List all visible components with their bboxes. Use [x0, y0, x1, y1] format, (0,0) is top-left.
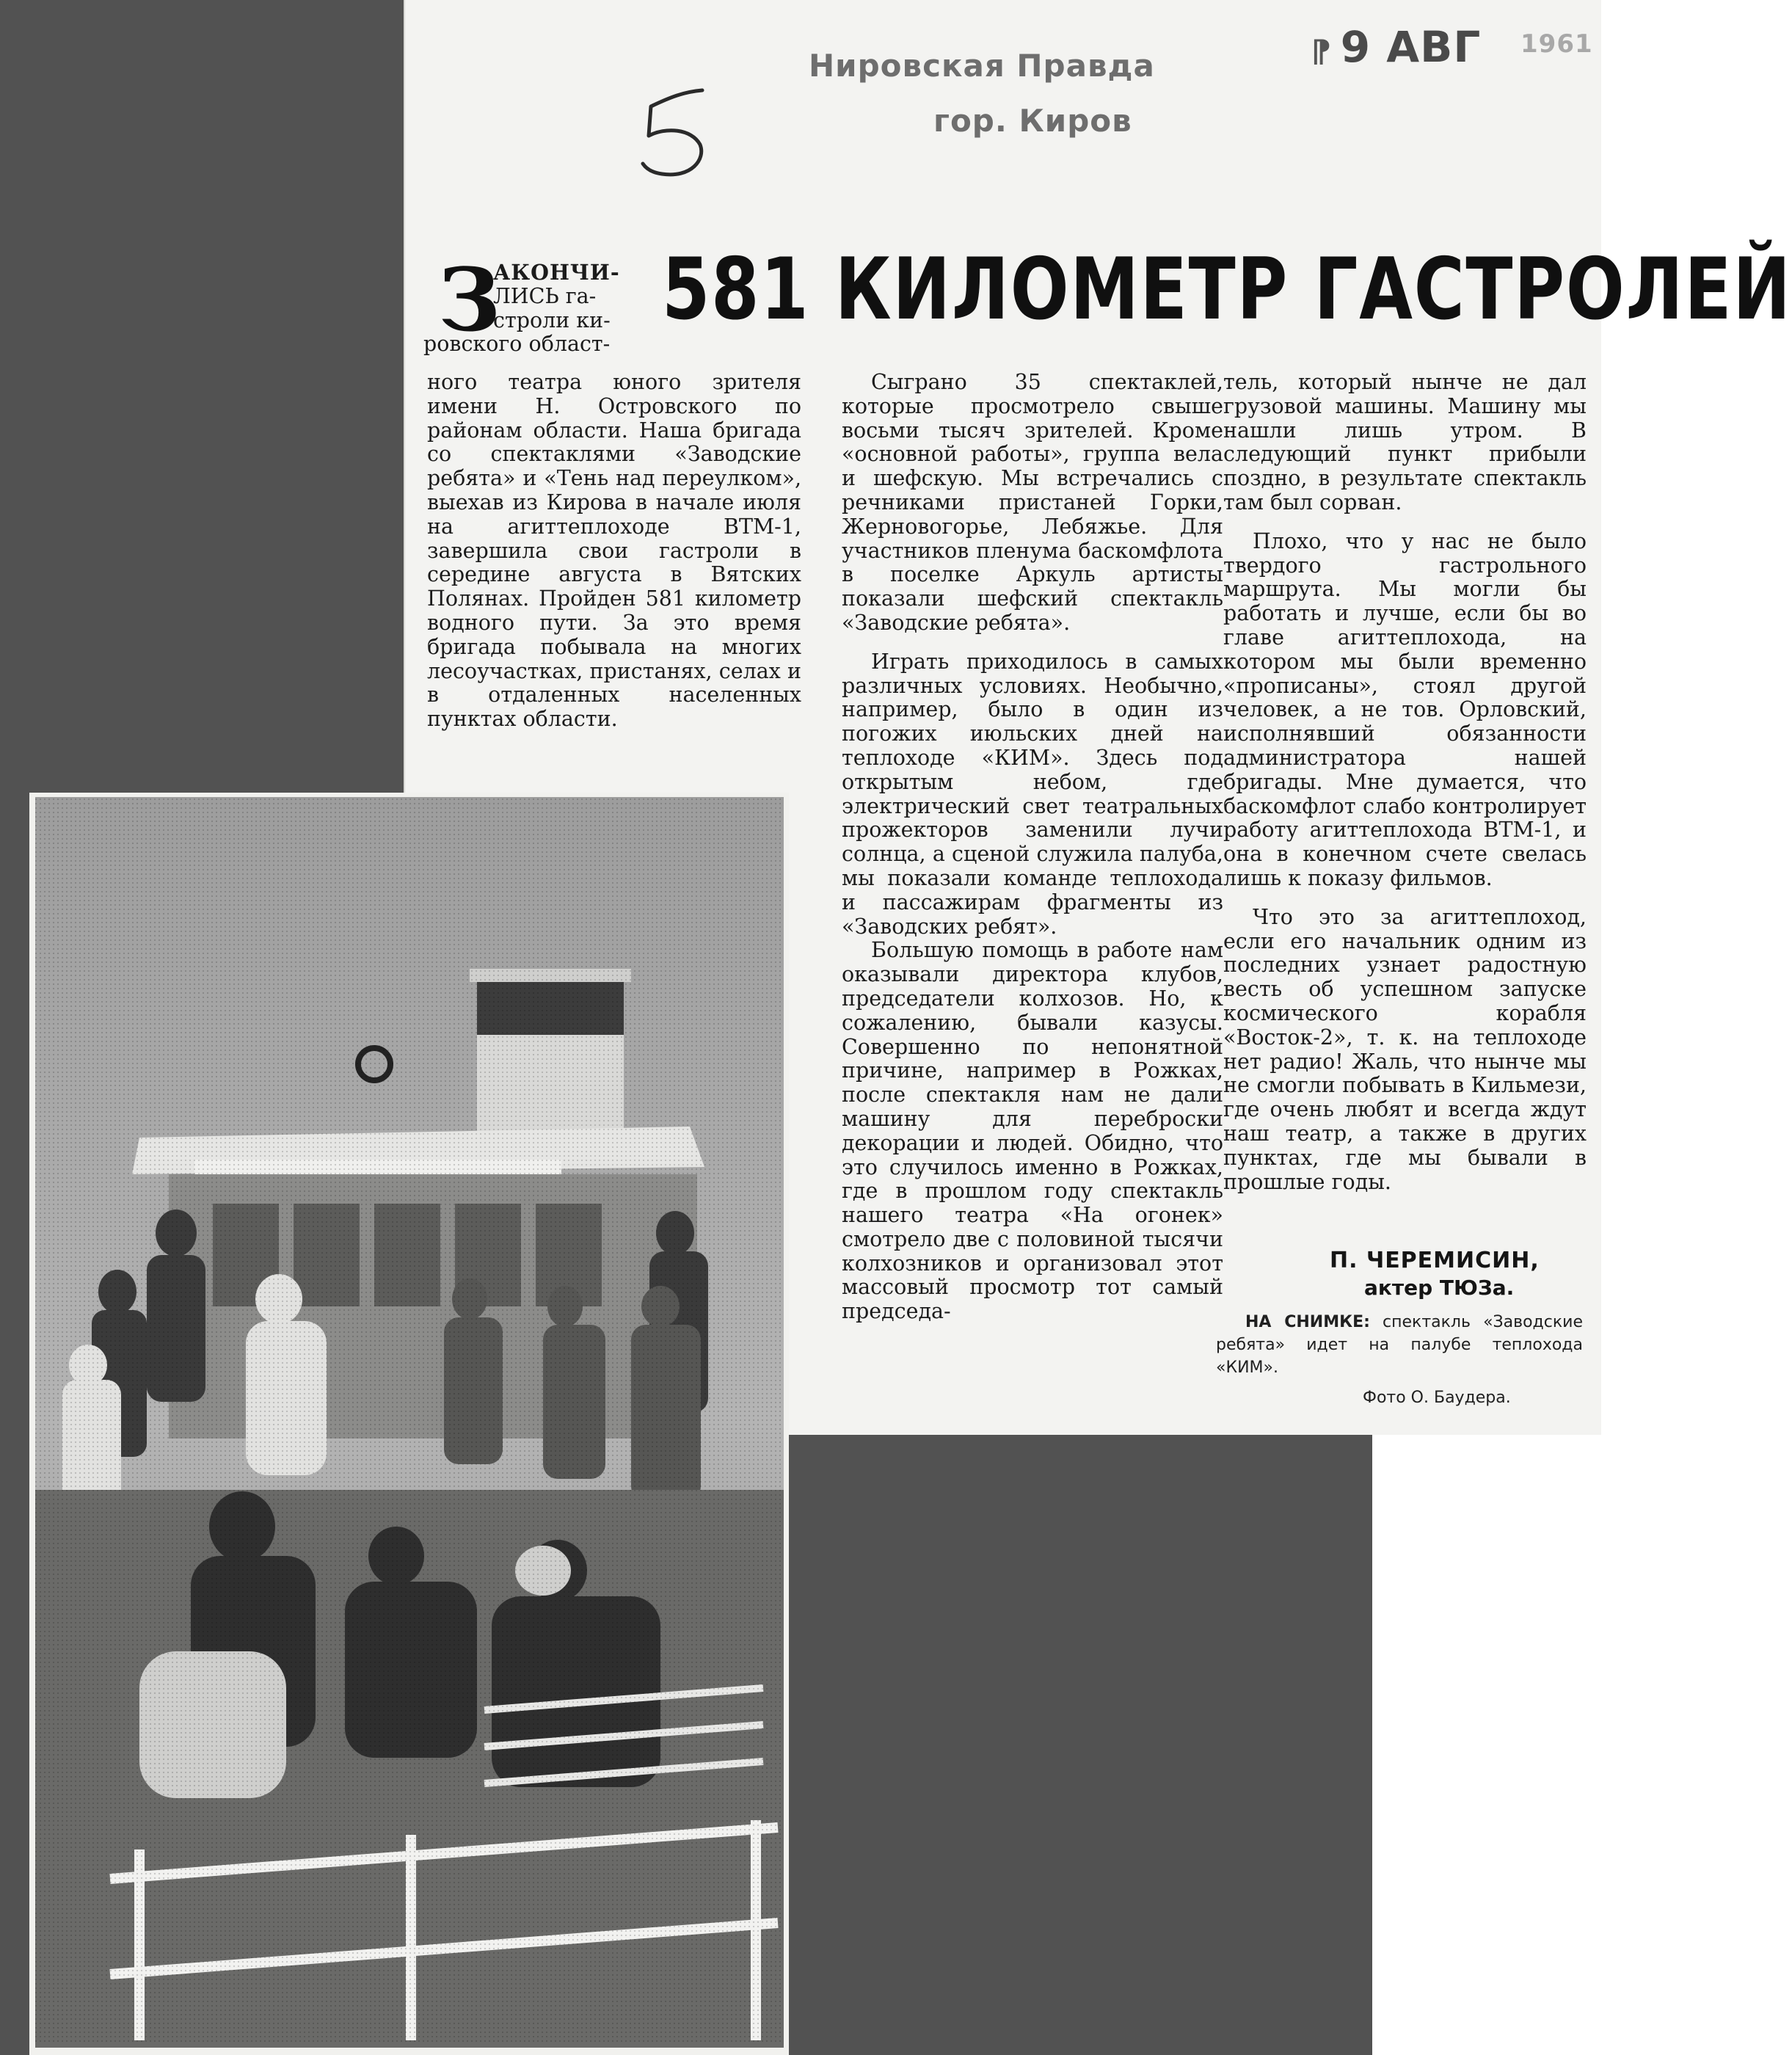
handwritten-number-mark [633, 77, 735, 187]
date-stamp-year: 1961 [1520, 29, 1593, 59]
date-stamp-day: 9 АВГ [1340, 22, 1482, 72]
drop-cap: З [438, 249, 501, 351]
article-column-3 [1223, 371, 1587, 1194]
caption-text: спектакль «Заводские ребята» идет на палубе теплохода «КИМ». [1216, 1313, 1583, 1377]
photo-caption [1216, 1311, 1583, 1379]
photo-credit: Фото О. Баудера. [1363, 1389, 1511, 1407]
article-column-2 [842, 371, 1223, 1324]
lead-line: ровского област- [423, 332, 611, 357]
newspaper-photo [29, 793, 789, 2055]
paragraph: тель, который нынче не дал грузовой машины. Машину мы нашли лишь утром. В следующий пункт прибыли поздно, в результате спектакль там был сорван. [1223, 370, 1587, 514]
paragraph: ного театра юного зрителя имени Н. Островского по районам области. Наша бригада со спектаклями «Заводские ребята» и «Тень над переулком», выехав из Кирова в начале июля на агиттеплоходе ВТМ-1, завершила свои гастроли в середине августа в Вятских Полянах. Пройден 581 километр водного пути. За это время бригада побывала на многих лесоучастках, пристанях, селах и в отдаленных населенных пунктах области. [427, 370, 801, 732]
paragraph: Играть приходилось в самых различных условиях. Необычно, например, было в один из погожих июльских дней на теплоходе «КИМ». Здесь под открытым небом, где электрический свет театральных прожекторов заменили лучи солнца, а сценой служила палуба, мы показали команде теплохода и пассажирам фрагменты из «Заводских ребят». [842, 649, 1223, 939]
deck-performance-photo [29, 793, 789, 2055]
lead-line: ЛИСЬ га- [493, 283, 597, 308]
article-column-1 [427, 371, 801, 732]
author-role: актер ТЮЗа. [1364, 1276, 1515, 1300]
paragraph: Плохо, что у нас не было твердого гастрольного маршрута. Мы могли бы работать и лучше, если бы во главе агиттеплохода, на котором мы были временно «прописаны», стоял другой человек, а не тов. Орловский, исполнявший обязанности администратора нашей бригады. Мне думается, что баскомфлот слабо контролирует работу агиттеплохода ВТМ-1, и она в конечном счете свелась лишь к показу фильмов. [1223, 528, 1587, 890]
author-name: П. ЧЕРЕМИСИН, [1330, 1248, 1540, 1273]
paragraph: Сыграно 35 спектаклей, которые просмотрело свыше восьми тысяч зрителей. Кроме «основной работы», группа вела и шефскую. Мы встречались с речниками пристаней Горки, Жерновогорье, Лебяжье. Для участников пленума баскомфлота в поселке Аркуль артисты показали шефский спектакль «Заводские ребята». [842, 370, 1223, 635]
newspaper-stamp-title: Нировская Правда [809, 48, 1155, 84]
paragraph: Что это за агиттеплоход, если его начальник одним из последних узнает радостную весть об успешном запуске космического корабля «Восток-2», т. к. на теплоходе нет радио! Жаль, что нынче мы не смогли побывать в Кильмези, где очень любят и всегда ждут наш театр, а также в других пунктах, где мы бывали в прошлые годы. [1223, 904, 1587, 1194]
lead-line: АКОНЧИ- [493, 260, 620, 285]
lead-text [423, 260, 666, 357]
date-stamp: ⁋ 9 АВГ [1311, 22, 1482, 72]
article-headline: 581 КИЛОМЕТР ГАСТРОЛЕЙ [662, 240, 1792, 339]
lead-line: строли ки- [493, 308, 611, 332]
paragraph: Большую помощь в работе нам оказывали директора клубов, председатели колхозов. Но, к сожалению, бывали казусы. Совершенно по непонятной причине, например в Рожках, после спектакля нам не дали машину для переброски декорации и людей. Обидно, что это случилось именно в Рожках, где в прошлом году спектакль нашего театра «На огонек» смотрело две с половиной тысячи колхозников и организовал этот массовый просмотр тот самый председа- [842, 938, 1223, 1324]
caption-label: НА СНИМКЕ: [1245, 1313, 1370, 1331]
newspaper-stamp-city: гор. Киров [933, 103, 1132, 139]
